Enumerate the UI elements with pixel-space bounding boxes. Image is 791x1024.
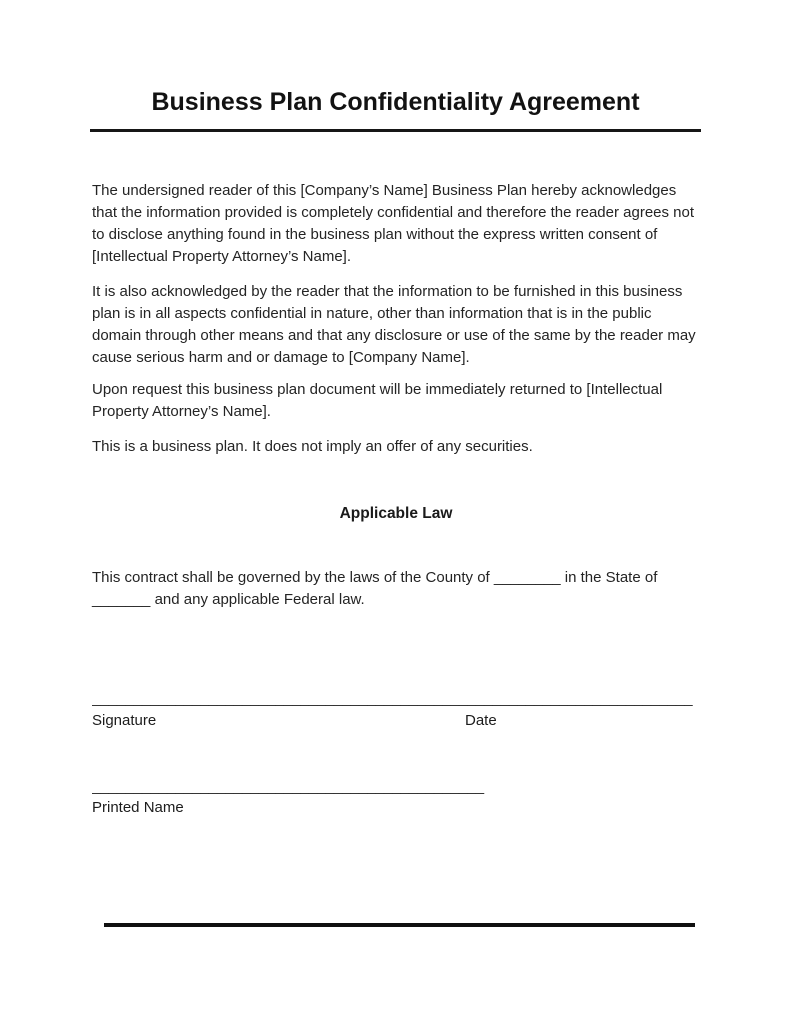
document-title: Business Plan Confidentiality Agreement [151, 88, 640, 116]
signature-line: ________________________________________________________________________ [92, 690, 693, 707]
printed-name-line: _______________________________________________ [92, 778, 485, 795]
signature-label-row [92, 710, 704, 732]
agreement-paragraph-3: Upon request this business plan document will be immediately returned to [Intellectual Property Attorney’s Name]. [92, 381, 663, 420]
footer-rule [104, 923, 695, 927]
printed-name-label: Printed Name [92, 799, 184, 816]
title-underline-rule [90, 129, 701, 132]
date-label: Date [465, 712, 497, 729]
section-heading-applicable-law: Applicable Law [339, 505, 453, 522]
agreement-paragraph-2: It is also acknowledged by the reader that the information to be furnished in this business plan is in all aspects confidential in nature, other than information that is in the public domain through other means and that any disclosure or use of the same by the reader may cause serious harm and or damage to [Company Name]. [92, 283, 696, 366]
applicable-law-paragraph: This contract shall be governed by the laws of the County of ________ in the State of _______ and any applicable Federal law. [92, 569, 658, 608]
agreement-paragraph-4: This is a business plan. It does not imply an offer of any securities. [92, 438, 533, 455]
signature-label: Signature [92, 712, 157, 729]
agreement-paragraph-1: The undersigned reader of this [Company’s Name] Business Plan hereby acknowledges that the information provided is completely confidential and therefore the reader agrees not to disclose anything found in the business plan without the express written consent of [Intellectual Property Attorney’s Name]. [92, 182, 695, 265]
